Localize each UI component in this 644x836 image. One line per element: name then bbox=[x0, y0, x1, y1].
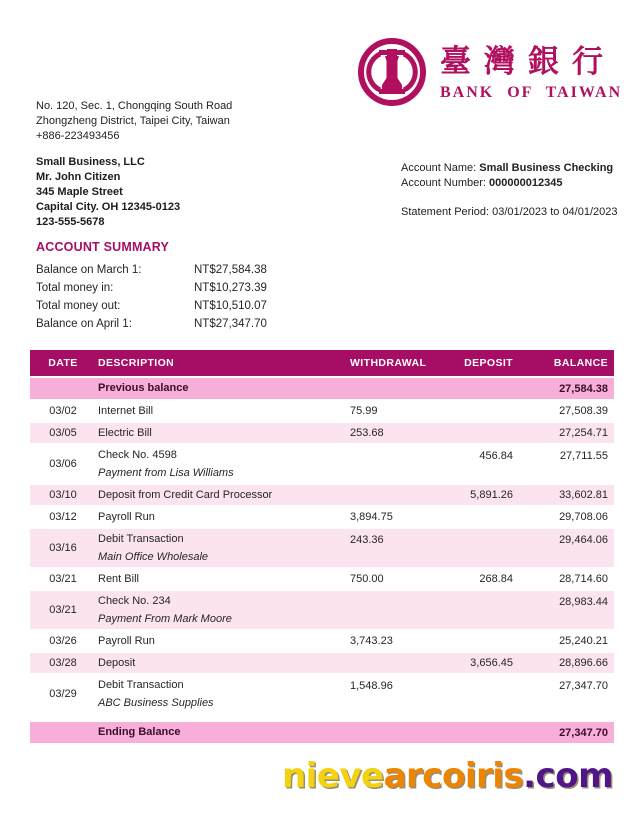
bank-address bbox=[36, 99, 232, 144]
cell-deposit: 456.84 bbox=[479, 450, 513, 462]
cell-description bbox=[96, 507, 341, 527]
account-name-label: Account Name: bbox=[401, 162, 480, 174]
cell-description bbox=[96, 675, 341, 713]
transaction-description: Debit Transaction bbox=[98, 532, 184, 545]
transaction-row bbox=[30, 401, 614, 421]
transactions-header-row bbox=[30, 350, 614, 376]
bank-of-taiwan-emblem-icon bbox=[356, 36, 428, 108]
transactions-table bbox=[30, 348, 614, 745]
bank-address-line: +886-223493456 bbox=[36, 130, 120, 142]
transaction-note: ABC Business Supplies bbox=[98, 696, 214, 709]
cell-balance: 29,464.06 bbox=[559, 534, 608, 546]
ending-balance-row-balance: 27,347.70 bbox=[559, 726, 608, 739]
cell-description bbox=[96, 591, 341, 629]
bank-address-line: No. 120, Sec. 1, Chongqing South Road bbox=[36, 100, 233, 112]
transactions-body bbox=[30, 378, 614, 743]
cell-balance: 27,254.71 bbox=[559, 427, 608, 439]
bank-name-english: BANK OF TAIWAN bbox=[440, 83, 623, 101]
summary-value: NT$10,273.39 bbox=[194, 282, 267, 294]
account-summary-rows bbox=[36, 261, 356, 333]
cell-balance: 28,896.66 bbox=[559, 657, 608, 669]
transaction-description: Check No. 234 bbox=[98, 594, 171, 607]
transaction-note: Payment from Lisa Williams bbox=[98, 466, 234, 479]
cell-deposit bbox=[451, 675, 523, 713]
transaction-note: Main Office Wholesale bbox=[98, 550, 209, 563]
cell-balance: 27,711.55 bbox=[559, 450, 608, 462]
bank-names bbox=[440, 43, 622, 102]
previous-balance-row-date bbox=[30, 378, 96, 399]
watermark bbox=[282, 756, 613, 796]
cell-description bbox=[96, 445, 341, 483]
cell-description bbox=[96, 529, 341, 567]
summary-label: Balance on April 1: bbox=[36, 318, 132, 330]
cell-date: 03/21 bbox=[49, 573, 77, 585]
cell-date: 03/28 bbox=[49, 657, 77, 669]
cell-withdrawal: 253.68 bbox=[350, 427, 384, 439]
transaction-description: Debit Transaction bbox=[98, 678, 184, 691]
cell-withdrawal: 75.99 bbox=[350, 405, 378, 417]
watermark-part-3: .com bbox=[523, 756, 613, 796]
cell-deposit: 3,656.45 bbox=[470, 657, 513, 669]
account-name-line bbox=[401, 161, 618, 176]
previous-balance-row-deposit bbox=[451, 378, 523, 399]
previous-balance-row-withdrawal bbox=[341, 378, 451, 399]
summary-label: Total money out: bbox=[36, 300, 121, 312]
transaction-description: Deposit bbox=[98, 656, 136, 669]
previous-balance-row bbox=[30, 378, 614, 399]
account-info bbox=[401, 161, 618, 220]
cell-description bbox=[96, 401, 341, 421]
account-name-value: Small Business Checking bbox=[479, 162, 614, 174]
cell-date: 03/29 bbox=[49, 688, 77, 700]
summary-label: Balance on March 1: bbox=[36, 264, 142, 276]
summary-row bbox=[36, 261, 356, 279]
transaction-description: Check No. 4598 bbox=[98, 448, 177, 461]
ending-balance-row-deposit bbox=[451, 722, 523, 743]
transaction-description: Deposit from Credit Card Processor bbox=[98, 488, 273, 501]
cell-deposit bbox=[451, 507, 523, 527]
cell-deposit bbox=[451, 529, 523, 567]
summary-value: NT$27,584.38 bbox=[194, 264, 267, 276]
previous-balance-row-label: Previous balance bbox=[98, 382, 189, 394]
cell-withdrawal: 750.00 bbox=[350, 573, 384, 585]
account-number-line bbox=[401, 176, 618, 191]
cell-date: 03/10 bbox=[49, 489, 77, 501]
transaction-row bbox=[30, 445, 614, 483]
summary-row bbox=[36, 315, 356, 333]
previous-balance-row-balance: 27,584.38 bbox=[559, 382, 608, 395]
cell-withdrawal: 3,743.23 bbox=[350, 635, 393, 647]
summary-value: NT$27,347.70 bbox=[194, 318, 267, 330]
column-header-deposit: DEPOSIT bbox=[451, 350, 523, 376]
cell-deposit bbox=[451, 423, 523, 443]
cell-deposit bbox=[451, 401, 523, 421]
cell-deposit bbox=[451, 591, 523, 629]
transaction-row bbox=[30, 653, 614, 673]
cell-date: 03/26 bbox=[49, 635, 77, 647]
transaction-description: Electric Bill bbox=[98, 426, 152, 439]
cell-deposit: 268.84 bbox=[479, 573, 513, 585]
cell-withdrawal: 1,548.96 bbox=[350, 680, 393, 692]
cell-date: 03/12 bbox=[49, 511, 77, 523]
ending-balance-row-date bbox=[30, 722, 96, 743]
cell-withdrawal bbox=[341, 591, 451, 629]
customer-address-line: Small Business, LLC bbox=[36, 156, 145, 168]
column-header-date: DATE bbox=[30, 350, 96, 376]
transaction-row bbox=[30, 569, 614, 589]
cell-description bbox=[96, 569, 341, 589]
account-number-value: 000000012345 bbox=[489, 177, 563, 189]
summary-row bbox=[36, 297, 356, 315]
cell-balance: 27,347.70 bbox=[559, 680, 608, 692]
cell-description bbox=[96, 423, 341, 443]
customer-address-line: 345 Maple Street bbox=[36, 186, 123, 198]
cell-balance: 28,983.44 bbox=[559, 596, 608, 608]
ending-balance-row-withdrawal bbox=[341, 722, 451, 743]
transaction-note: Payment From Mark Moore bbox=[98, 612, 232, 625]
cell-date: 03/16 bbox=[49, 542, 77, 554]
summary-label: Total money in: bbox=[36, 282, 114, 294]
transaction-row bbox=[30, 507, 614, 527]
customer-address-line: Capital City. OH 12345-0123 bbox=[36, 201, 181, 213]
cell-deposit bbox=[451, 631, 523, 651]
cell-balance: 29,708.06 bbox=[559, 511, 608, 523]
transaction-row bbox=[30, 485, 614, 505]
cell-description bbox=[96, 485, 341, 505]
cell-balance: 33,602.81 bbox=[559, 489, 608, 501]
transaction-description: Payroll Run bbox=[98, 634, 155, 647]
cell-withdrawal bbox=[341, 653, 451, 673]
transaction-row bbox=[30, 529, 614, 567]
summary-row bbox=[36, 279, 356, 297]
column-header-description: DESCRIPTION bbox=[96, 350, 341, 376]
transaction-description: Internet Bill bbox=[98, 404, 154, 417]
cell-date: 03/06 bbox=[49, 458, 77, 470]
transaction-row bbox=[30, 675, 614, 713]
cell-balance: 28,714.60 bbox=[559, 573, 608, 585]
watermark-part-1: nieve bbox=[281, 756, 384, 796]
cell-date: 03/02 bbox=[49, 405, 77, 417]
cell-deposit: 5,891.26 bbox=[470, 489, 513, 501]
ending-balance-row-label: Ending Balance bbox=[98, 726, 181, 738]
cell-balance: 27,508.39 bbox=[559, 405, 608, 417]
statement-period: Statement Period: 03/01/2023 to 04/01/2023 bbox=[401, 206, 618, 218]
spacer-row bbox=[30, 715, 614, 720]
customer-address bbox=[36, 155, 180, 230]
transaction-row bbox=[30, 423, 614, 443]
cell-description bbox=[96, 653, 341, 673]
account-number-label: Account Number: bbox=[401, 177, 490, 189]
transaction-description: Payroll Run bbox=[98, 510, 155, 523]
cell-description bbox=[96, 631, 341, 651]
customer-address-line: Mr. John Citizen bbox=[36, 171, 121, 183]
account-summary-title: ACCOUNT SUMMARY bbox=[36, 240, 170, 254]
bank-name-chinese: 臺灣銀行 bbox=[440, 43, 616, 79]
bank-logo bbox=[356, 36, 622, 108]
spacer-cell bbox=[30, 715, 614, 720]
bank-address-line: Zhongzheng District, Taipei City, Taiwan bbox=[36, 115, 230, 127]
summary-value: NT$10,510.07 bbox=[194, 300, 267, 312]
column-header-withdrawal: WITHDRAWAL bbox=[341, 350, 451, 376]
cell-balance: 25,240.21 bbox=[559, 635, 608, 647]
column-header-balance: BALANCE bbox=[523, 350, 614, 376]
cell-withdrawal bbox=[341, 445, 451, 483]
transaction-description: Rent Bill bbox=[98, 572, 139, 585]
cell-withdrawal bbox=[341, 485, 451, 505]
cell-withdrawal: 243.36 bbox=[350, 534, 384, 546]
watermark-part-2: arcoiris bbox=[383, 756, 524, 796]
ending-balance-row bbox=[30, 722, 614, 743]
cell-date: 03/21 bbox=[49, 604, 77, 616]
transaction-row bbox=[30, 631, 614, 651]
cell-date: 03/05 bbox=[49, 427, 77, 439]
transaction-row bbox=[30, 591, 614, 629]
customer-address-line: 123-555-5678 bbox=[36, 216, 105, 228]
cell-withdrawal: 3,894.75 bbox=[350, 511, 393, 523]
